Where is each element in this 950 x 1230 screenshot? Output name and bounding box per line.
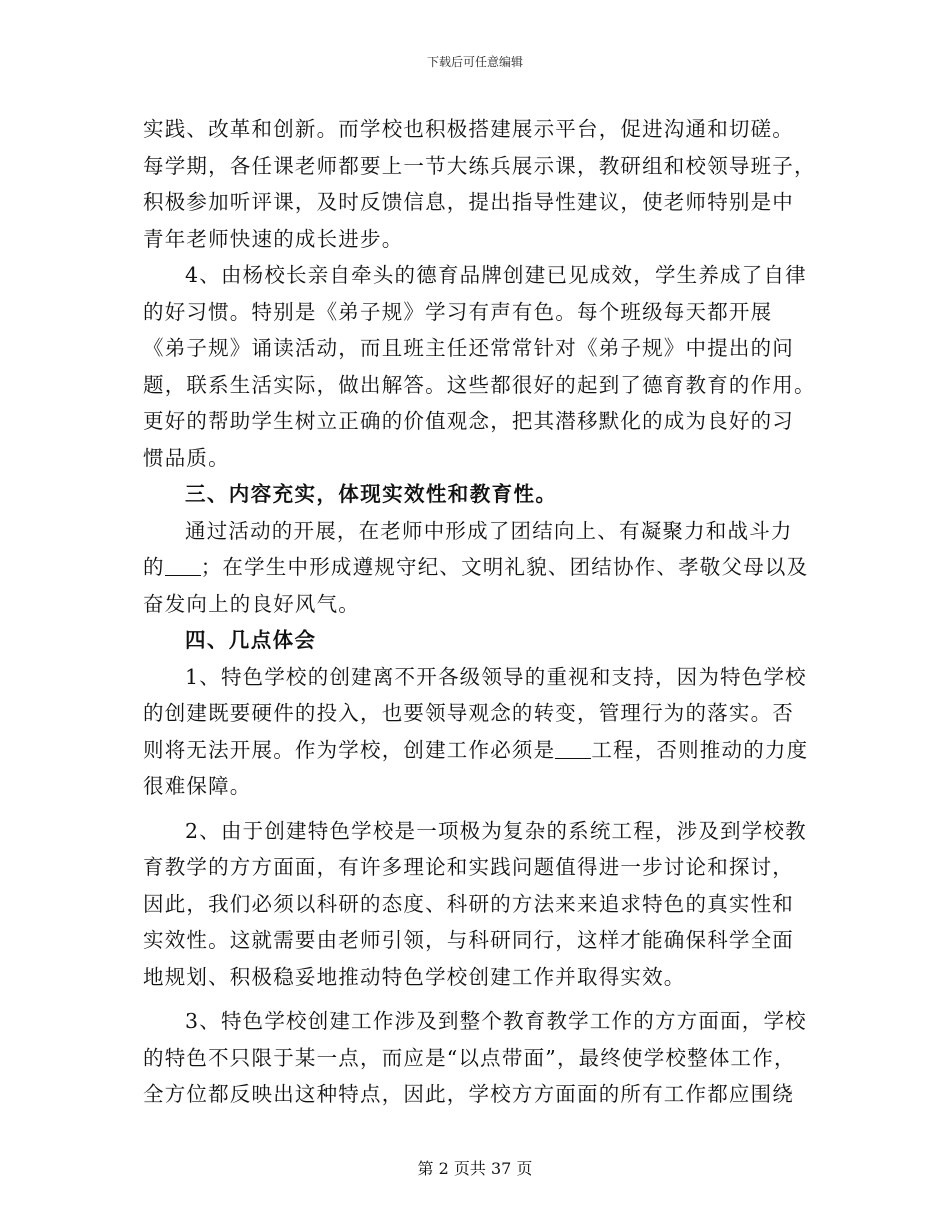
text-line: 青年老师快速的成长进步。: [143, 226, 404, 251]
document-body: [143, 111, 816, 1113]
text-line: [143, 732, 807, 769]
text-line: 通过活动的开展，在老师中形成了团结向上、有凝聚力和战斗力: [185, 518, 793, 543]
point-2-paragraph: [143, 813, 807, 996]
text-line: 奋发向上的良好风气。: [143, 591, 360, 616]
text-line: 《弟子规》诵读活动，而且班主任还常常针对《弟子规》中提出的问: [143, 336, 794, 360]
section-4-heading: [143, 622, 807, 659]
text-fragment: 工程，否则推动的力度: [591, 737, 809, 762]
point-3-paragraph: [143, 1003, 807, 1113]
text-line: 1、特色学校的创建离不开各级领导的重视和支持，因为特色学校: [185, 664, 807, 689]
section-3-paragraph: [143, 513, 807, 623]
header-note: 下载后可任意编辑: [426, 55, 523, 69]
section-4-heading-text: 四、几点体会: [185, 628, 317, 652]
fill-in-blank: [555, 738, 591, 759]
text-fragment: 则将无法开展。作为学校，创建工作必须是: [143, 737, 556, 762]
text-line: 惯品质。: [143, 445, 230, 470]
text-line: 因此，我们必须以科研的态度、科研的方法来来追求特色的真实性和: [143, 891, 794, 916]
text-line: 积极参加听评课，及时反馈信息，提出指导性建议，使老师特别是中: [143, 190, 794, 214]
text-line: [143, 549, 807, 586]
text-line: 全方位都反映出这种特点，因此，学校方方面面的所有工作都应围绕: [143, 1082, 794, 1106]
text-line: 很难保障。: [143, 774, 252, 798]
section-3-heading-text: 三、内容充实，体现实效性和教育性。: [185, 482, 558, 506]
text-line: 实效性。这就需要由老师引领，与科研同行，这样才能确保科学全面: [143, 928, 794, 952]
point-1-paragraph: [143, 659, 807, 805]
text-line: 每学期，各任课老师都要上一节大练兵展示课，教研组和校领导班子，: [143, 153, 816, 178]
text-line: 更好的帮助学生树立正确的价值观念，把其潜移默化的成为良好的习: [143, 409, 794, 433]
text-fragment: 的: [143, 555, 165, 579]
text-line: 地规划、积极稳妥地推动特色学校创建工作并取得实效。: [143, 964, 686, 989]
fill-in-blank: [165, 555, 201, 576]
text-line: 育教学的方方面面，有许多理论和实践问题值得进一步讨论和探讨，: [143, 855, 794, 879]
text-line: 4、由杨校长亲自牵头的德育品牌创建已见成效，学生养成了自律: [185, 263, 807, 287]
text-line: 实践、改革和创新。而学校也积极搭建展示平台，促进沟通和切磋。: [143, 117, 794, 141]
text-line: 的特色不只限于某一点，而应是“以点带面”，最终使学校整体工作，: [143, 1045, 796, 1070]
text-fragment: ；在学生中形成遵规守纪、文明礼貌、团结协作、孝敬父母以及: [200, 555, 809, 579]
text-line: 的好习惯。特别是《弟子规》学习有声有色。每个班级每天都开展: [143, 299, 773, 324]
text-line: 3、特色学校创建工作涉及到整个教育教学工作的方方面面，学校: [185, 1009, 807, 1033]
text-line: 2、由于创建特色学校是一项极为复杂的系统工程，涉及到学校教: [185, 818, 807, 843]
section-3-heading: [143, 476, 807, 513]
item-4-paragraph: [143, 257, 816, 476]
page-number: 第 2 页共 37 页: [417, 1159, 533, 1178]
intro-paragraph: [143, 111, 816, 257]
text-line: 的创建既要硬件的投入，也要领导观念的转变，管理行为的落实。否: [143, 701, 794, 725]
text-line: 题，联系生活实际，做出解答。这些都很好的起到了德育教育的作用。: [143, 372, 816, 397]
